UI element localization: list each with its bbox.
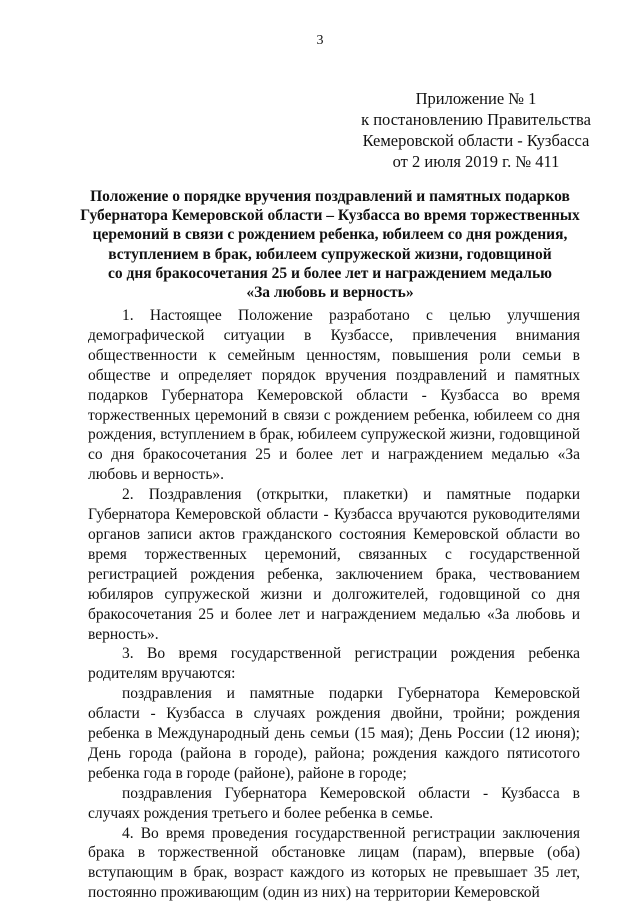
title-line: церемоний в связи с рождением ребенка, юбилеем со дня рождения, — [92, 226, 568, 244]
title-line: со дня бракосочетания 25 и более лет и награждением медалью — [107, 264, 553, 282]
paragraph-2: 2. Поздравления (открытки, плакетки) и памятные подарки Губернатора Кемеровской области - Кузбасса вручаются руководителями органов записи актов гражданского состояния Кемеровской области во время торжественных церемоний, связанных с государственной регистрацией рождения ребенка, заключением брака, чествованием юбиляров супружеской жизни и долгожителей, годовщиной со дня бракосочетания 25 и более лет и награждением медалью «За любовь и верность». — [88, 486, 580, 643]
paragraph-3: 3. Во время государственной регистрации рождения ребенка родителям вручаются: — [88, 645, 580, 683]
annex-line: Кемеровской области - Кузбасса — [362, 131, 590, 150]
paragraph-1: 1. Настоящее Положение разработано с целью улучшения демографической ситуации в Кузбассе, привлечения внимания общественности к семейным ценностям, повышения роли семьи в обществе и определяет порядок вручения поздравлений и памятных подарков Губернатора Кемеровской области - Кузбасса во время торжественных церемоний в связи с рождением ребенка, юбилеем со дня рождения, вступлением в брак, юбилеем супружеской жизни, годовщиной со дня бракосочетания 25 и более лет и награждением медалью «За любовь и верность». — [88, 307, 580, 484]
title-line: Губернатора Кемеровской области – Кузбасса во время торжественных — [80, 207, 580, 225]
document-title — [80, 187, 580, 302]
page-number: 3 — [316, 33, 324, 48]
paragraph-3-item-2: поздравления Губернатора Кемеровской области - Кузбасса в случаях рождения третьего и более ребенка в семье. — [88, 784, 580, 822]
document-body — [88, 306, 580, 903]
annex-header — [356, 88, 596, 172]
annex-line: к постановлению Правительства — [361, 110, 591, 129]
title-line: вступлением в брак, юбилеем супружеской жизни, годовщиной — [108, 245, 552, 263]
paragraph-4: 4. Во время проведения государственной регистрации заключения брака в торжественной обстановке лицам (парам), впервые (оба) вступающим в брак, возраст каждого из которых не превышает 35 лет, постоянно проживающим (один из них) на территории Кемеровской — [88, 824, 580, 902]
annex-line: от 2 июля 2019 г. № 411 — [392, 152, 560, 171]
paragraph-3-item-1: поздравления и памятные подарки Губернатора Кемеровской области - Кузбасса в случаях рождения двойни, тройни; рождения ребенка в Международный день семьи (15 мая); День России (12 июня); День города (района в городе), района; рождения каждого пятисотого ребенка года в городе (районе), районе в городе; — [88, 685, 580, 782]
title-line: «За любовь и верность» — [246, 284, 414, 302]
title-line: Положение о порядке вручения поздравлений и памятных подарков — [90, 188, 570, 205]
annex-line: Приложение № 1 — [415, 89, 537, 108]
